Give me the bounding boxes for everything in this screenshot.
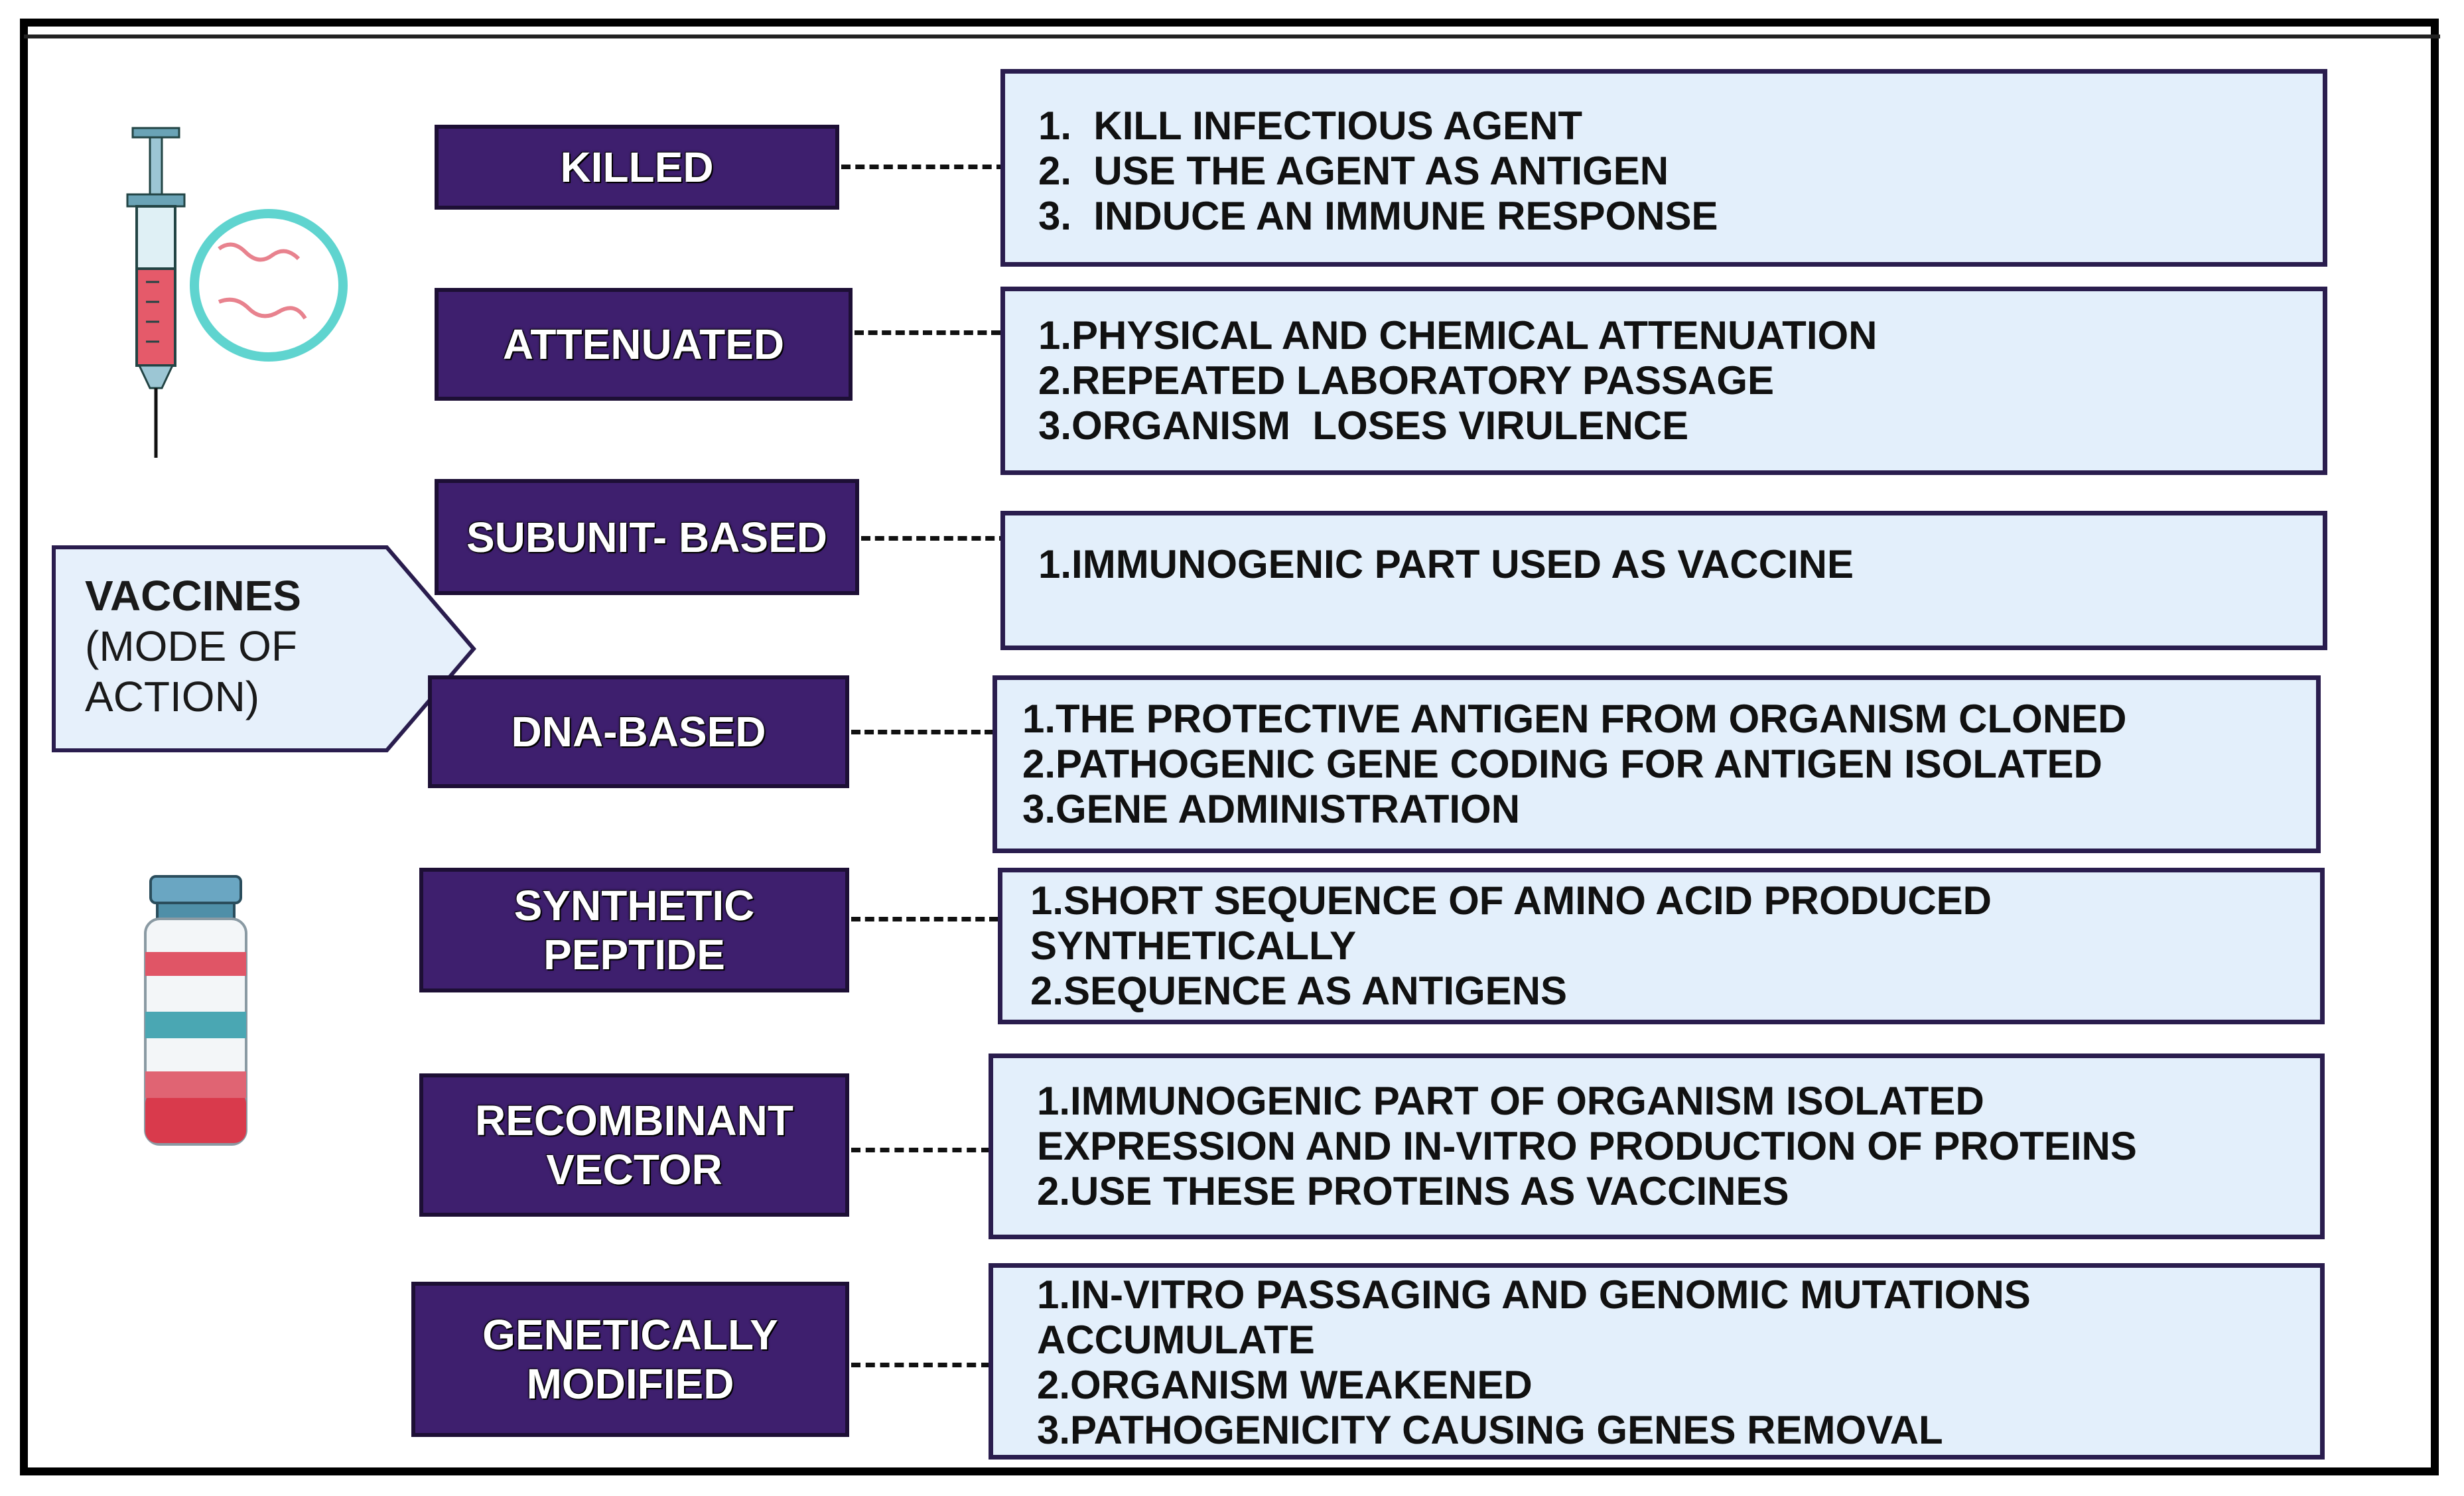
- hub-subtitle-line2: ACTION): [85, 673, 260, 720]
- connector-genetically-modified: [851, 1363, 991, 1367]
- desc-line: 3.ORGANISM LOSES VIRULENCE: [1038, 403, 1689, 448]
- type-subunit-based: SUBUNIT- BASED: [435, 479, 859, 595]
- hub-title: VACCINES: [85, 572, 301, 620]
- desc-line: 1.PHYSICAL AND CHEMICAL ATTENUATION: [1038, 313, 1878, 358]
- desc-line: 1.IMMUNOGENIC PART USED AS VACCINE: [1038, 542, 1854, 586]
- desc-line: 2.USE THESE PROTEINS AS VACCINES: [1037, 1169, 1789, 1213]
- top-rule: [24, 34, 2440, 38]
- desc-line: 1.SHORT SEQUENCE OF AMINO ACID PRODUCED: [1030, 878, 1992, 923]
- vial-icon: [136, 872, 255, 1151]
- desc-line: 1. KILL INFECTIOUS AGENT: [1038, 103, 1583, 148]
- desc-dna-based: [992, 675, 2321, 853]
- desc-synthetic-peptide: [998, 868, 2325, 1024]
- type-genetically-modified: GENETICALLY MODIFIED: [411, 1282, 849, 1437]
- connector-attenuated: [855, 330, 1000, 335]
- desc-line: 1.THE PROTECTIVE ANTIGEN FROM ORGANISM CLONED: [1022, 697, 2127, 741]
- desc-line: 2.SEQUENCE AS ANTIGENS: [1030, 969, 1568, 1013]
- desc-line: SYNTHETICALLY: [1030, 923, 1357, 968]
- syringe-icon: [119, 123, 352, 461]
- desc-attenuated: [1000, 287, 2327, 475]
- connector-synthetic-peptide: [851, 917, 998, 921]
- desc-line: ACCUMULATE: [1037, 1318, 1315, 1362]
- connector-dna-based: [851, 730, 994, 734]
- desc-killed: [1000, 69, 2327, 267]
- desc-line: 1.IN-VITRO PASSAGING AND GENOMIC MUTATIONS: [1037, 1272, 2031, 1317]
- desc-line: 3.GENE ADMINISTRATION: [1022, 787, 1521, 831]
- desc-line: 3.PATHOGENICITY CAUSING GENES REMOVAL: [1037, 1408, 1943, 1452]
- desc-line: EXPRESSION AND IN-VITRO PRODUCTION OF PROTEINS: [1037, 1124, 2137, 1168]
- desc-line: 3. INDUCE AN IMMUNE RESPONSE: [1038, 194, 1718, 238]
- type-killed: KILLED: [435, 125, 839, 210]
- connector-subunit-based: [861, 536, 1008, 541]
- type-attenuated: ATTENUATED: [435, 288, 853, 401]
- desc-line: 2.REPEATED LABORATORY PASSAGE: [1038, 358, 1775, 403]
- desc-subunit-based: [1000, 511, 2327, 650]
- connector-killed: [841, 165, 1006, 169]
- type-recombinant-vector: RECOMBINANT VECTOR: [419, 1073, 849, 1217]
- desc-line: 2.ORGANISM WEAKENED: [1037, 1363, 1533, 1407]
- type-dna-based: DNA-BASED: [428, 675, 849, 788]
- type-synthetic-peptide: SYNTHETIC PEPTIDE: [419, 868, 849, 992]
- hub-subtitle-line1: (MODE OF: [85, 622, 297, 670]
- vaccines-hub: [52, 545, 476, 752]
- desc-line: 2. USE THE AGENT AS ANTIGEN: [1038, 149, 1669, 193]
- desc-line: 1.IMMUNOGENIC PART OF ORGANISM ISOLATED: [1037, 1079, 1984, 1123]
- desc-recombinant-vector: [989, 1054, 2325, 1239]
- desc-genetically-modified: [989, 1263, 2325, 1460]
- desc-line: 2.PATHOGENIC GENE CODING FOR ANTIGEN ISOLATED: [1022, 742, 2102, 786]
- connector-recombinant-vector: [851, 1148, 991, 1152]
